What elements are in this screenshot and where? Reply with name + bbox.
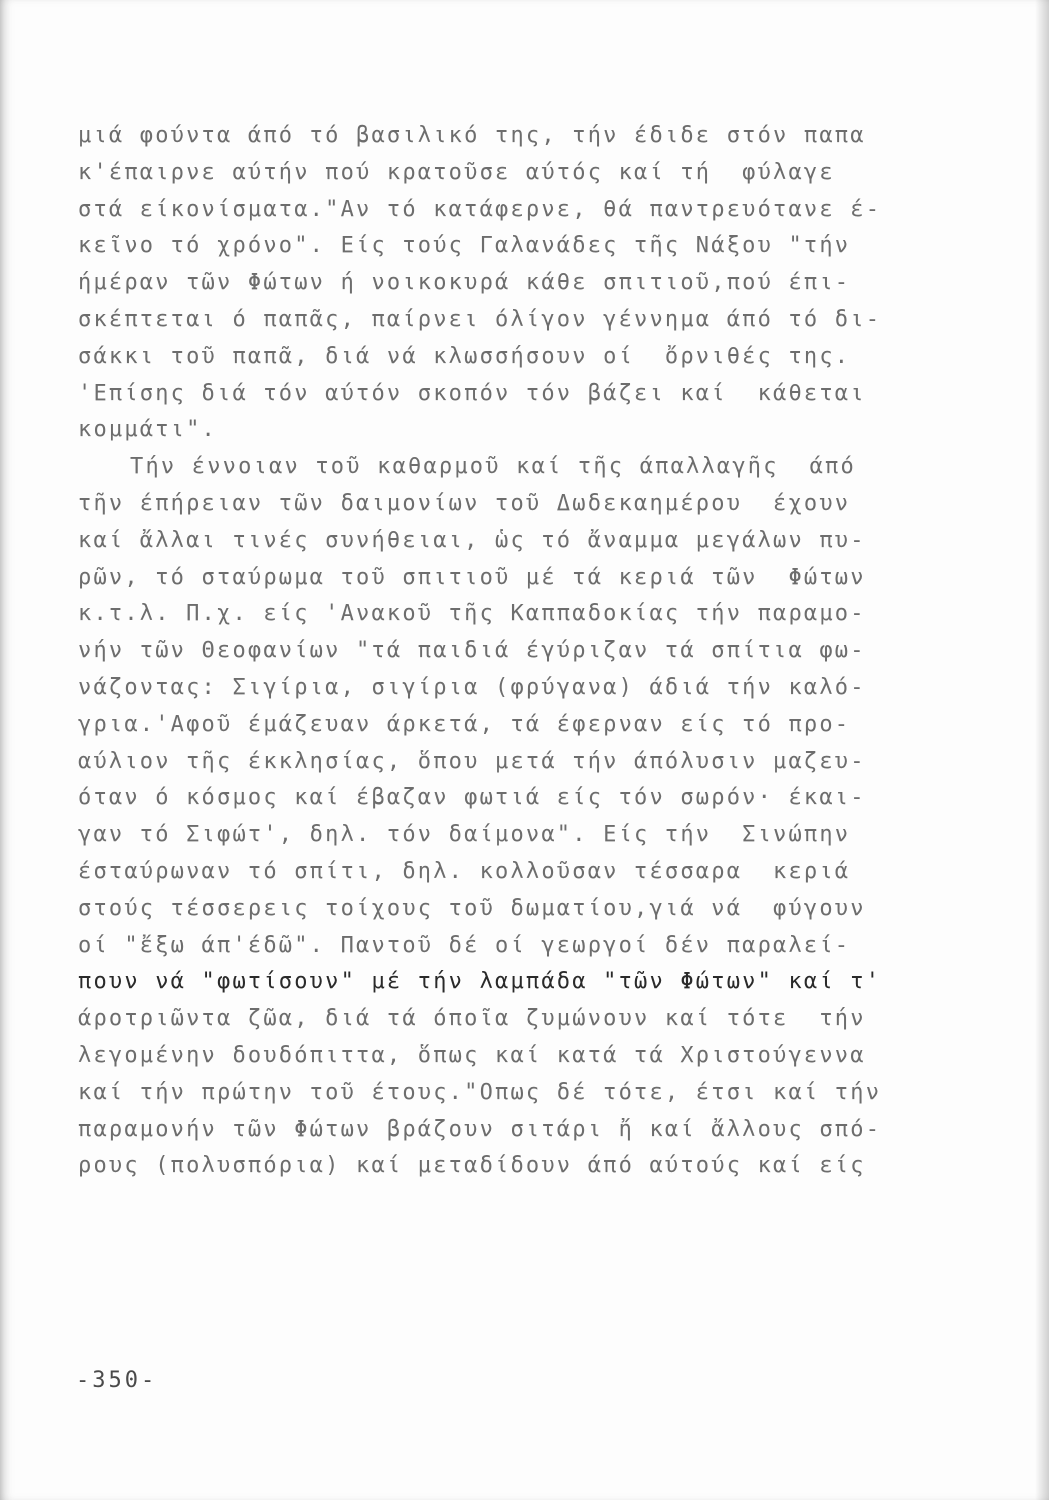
text-line-23: οί "ἔξω άπ'έδῶ". Παντοῦ δέ οί γεωργοί δέν παραλεί- (78, 932, 851, 958)
text-line-20: γαν τό Σιφώτ', δηλ. τόν δαίμονα". Είς τήν Σινώπην (78, 822, 851, 848)
text-line-5: ήμέραν τῶν Φώτων ή νοικοκυρά κάθε σπιτιοῦ,πού έπι- (78, 270, 851, 296)
page-number: -350- (76, 1368, 158, 1393)
text-line-22: στούς τέσσερεις τοίχους τοῦ δωματίου,γιά νά φύγουν (78, 895, 866, 921)
page-edge-shadow (1035, 0, 1049, 1500)
text-line-11: τῆν έπήρειαν τῶν δαιμονίων τοῦ Δωδεκαημέρου έχουν (78, 490, 851, 516)
text-line-27: καί τήν πρώτην τοῦ έτους."Οπως δέ τότε, έτσι καί τήν (78, 1079, 882, 1105)
text-line-17: γρια.'Αφοῦ έμάζευαν άρκετά, τά έφερναν είς τό προ- (78, 711, 851, 737)
text-line-4: κεῖνο τό χρόνο". Είς τούς Γαλανάδες τῆς Νάξου "τήν (78, 233, 851, 259)
text-line-6: σκέπτεται ό παπᾶς, παίρνει όλίγον γέννημα άπό τό δι- (78, 306, 882, 332)
text-line-12: καί ἄλλαι τινές συνήθειαι, ὡς τό ἄναμμα μεγάλων πυ- (78, 527, 866, 553)
text-line-2: κ'έπαιρνε αύτήν πού κρατοῦσε αύτός καί τή φύλαγε (78, 159, 835, 185)
text-line-25: άροτριῶντα ζῶα, διά τά όποῖα ζυμώνουν καί τότε τήν (78, 1006, 866, 1032)
text-line-26: λεγομένην δουδόπιττα, ὅπως καί κατά τά Χριστούγεννα (78, 1042, 866, 1068)
text-line-3: στά είκονίσματα."Αν τό κατάφερνε, θά παντρευότανε έ- (78, 196, 882, 222)
text-line-10: Τήν έννοιαν τοῦ καθαρμοῦ καί τῆς άπαλλαγῆς άπό (130, 454, 856, 480)
body-text (78, 118, 963, 1185)
text-line-9: κομμάτι". (78, 417, 218, 443)
text-line-29: ρους (πολυσπόρια) καί μεταδίδουν άπό αύτούς καί είς (78, 1153, 866, 1179)
text-line-13: ρῶν, τό σταύρωμα τοῦ σπιτιοῦ μέ τά κεριά τῶν Φώτων (78, 564, 866, 590)
text-line-14: κ.τ.λ. Π.χ. είς 'Ανακοῦ τῆς Καππαδοκίας τήν παραμο- (78, 601, 866, 627)
text-line-1: μιά φούντα άπό τό βασιλικό της, τήν έδιδε στόν παπα (78, 123, 866, 148)
text-line-18: αύλιον τῆς έκκλησίας, ὅπου μετά τήν άπόλυσιν μαζευ- (78, 748, 866, 774)
text-line-7: σάκκι τοῦ παπᾶ, διά νά κλωσσήσουν οί ὄρνιθές της. (78, 343, 851, 369)
text-line-28: παραμονήν τῶν Φώτων βράζουν σιτάρι ἤ καί ἄλλους σπό- (78, 1116, 882, 1142)
text-line-16: νάζοντας: Σιγίρια, σιγίρια (φρύγανα) άδιά τήν καλό- (78, 674, 866, 700)
text-line-19: όταν ό κόσμος καί έβαζαν φωτιά είς τόν σωρόν· έκαι- (78, 785, 866, 811)
text-line-15: νήν τῶν Θεοφανίων "τά παιδιά έγύριζαν τά σπίτια φω- (78, 638, 866, 664)
text-line-8: 'Επίσης διά τόν αύτόν σκοπόν τόν βάζει καί κάθεται (78, 380, 866, 406)
text-line-24: πουν νά "φωτίσουν" μέ τήν λαμπάδα "τῶν Φώτων" καί τ' (78, 969, 882, 995)
text-line-21: έσταύρωναν τό σπίτι, δηλ. κολλοῦσαν τέσσαρα κεριά (78, 858, 851, 884)
